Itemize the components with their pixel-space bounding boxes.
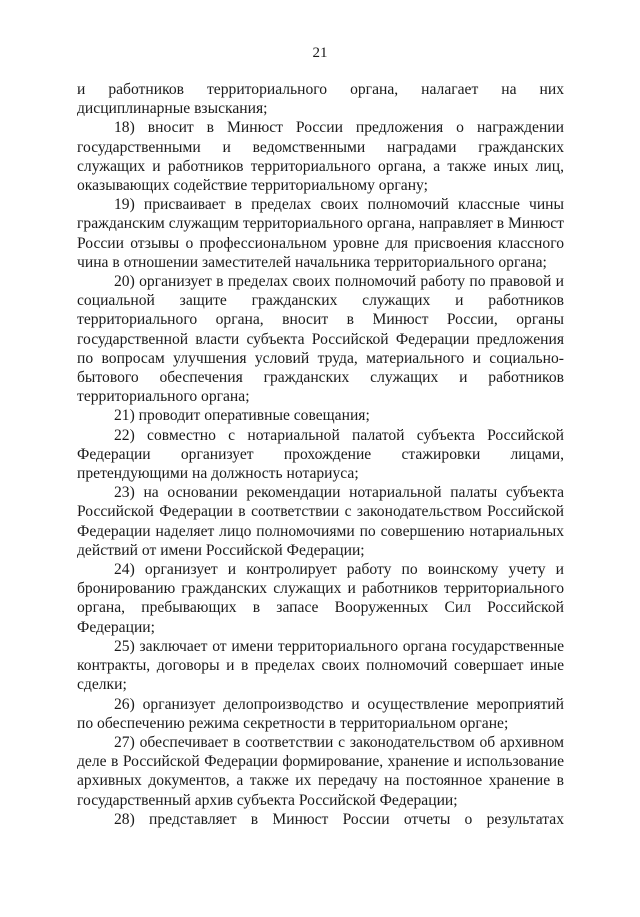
paragraph-item-23: 23) на основании рекомендации нотариальной палаты субъекта Российской Федерации в соответствии с законодательством Российской Федерации наделяет лицо полномочиями по совершению нотариальных действий от имени Российской Федерации;: [77, 484, 564, 559]
paragraph-item-24: 24) организует и контролирует работу по воинскому учету и бронированию гражданских служащих и работников территориального органа, пребывающих в запасе Вооруженных Сил Российской Федерации;: [77, 561, 564, 636]
paragraph-item-28: 28) представляет в Минюст России отчеты о результатах: [114, 810, 564, 828]
paragraph-item-26: 26) организует делопроизводство и осуществление мероприятий по обеспечению режима секретности в территориальном органе;: [77, 695, 564, 732]
paragraph-item-25: 25) заключает от имени территориального органа государственные контракты, договоры и в пределах своих полномочий совершает иные сделки;: [77, 637, 564, 694]
document-body: [77, 80, 564, 829]
paragraph-item-19: 19) присваивает в пределах своих полномочий классные чины гражданским служащим территориального органа, направляет в Минюст России отзывы о профессиональном уровне для присвоения классного чина в отношении заместителей начальника территориального органа;: [77, 196, 564, 271]
paragraph-continuation: и работников территориального органа, налагает на них дисциплинарные взыскания;: [77, 81, 564, 118]
paragraph-item-18: 18) вносит в Минюст России предложения о награждении государственными и ведомственными наградами гражданских служащих и работников территориального органа, а также иных лиц, оказывающих содействие территориальному органу;: [77, 119, 564, 195]
paragraph-item-22: 22) совместно с нотариальной палатой субъекта Российской Федерации организует прохождение стажировки лицами, претендующими на должность нотариуса;: [77, 426, 564, 483]
paragraph-item-21: 21) проводит оперативные совещания;: [114, 407, 370, 425]
paragraph-item-20: 20) организует в пределах своих полномочий работу по правовой и социальной защите гражданских служащих и работников территориального органа, вносит в Минюст России, органы государственной власти субъекта Российской Федерации предложения по вопросам улучшения условий труда, материального и социально-бытового обеспечения гражданских служащих и работников территориального органа;: [77, 273, 564, 406]
page-number: 21: [312, 45, 328, 61]
paragraph-item-27: 27) обеспечивает в соответствии с законодательством об архивном деле в Российской Федерации формирование, хранение и использование архивных документов, а также их передачу на постоянное хранение в государственный архив субъекта Российской Федерации;: [77, 733, 564, 809]
